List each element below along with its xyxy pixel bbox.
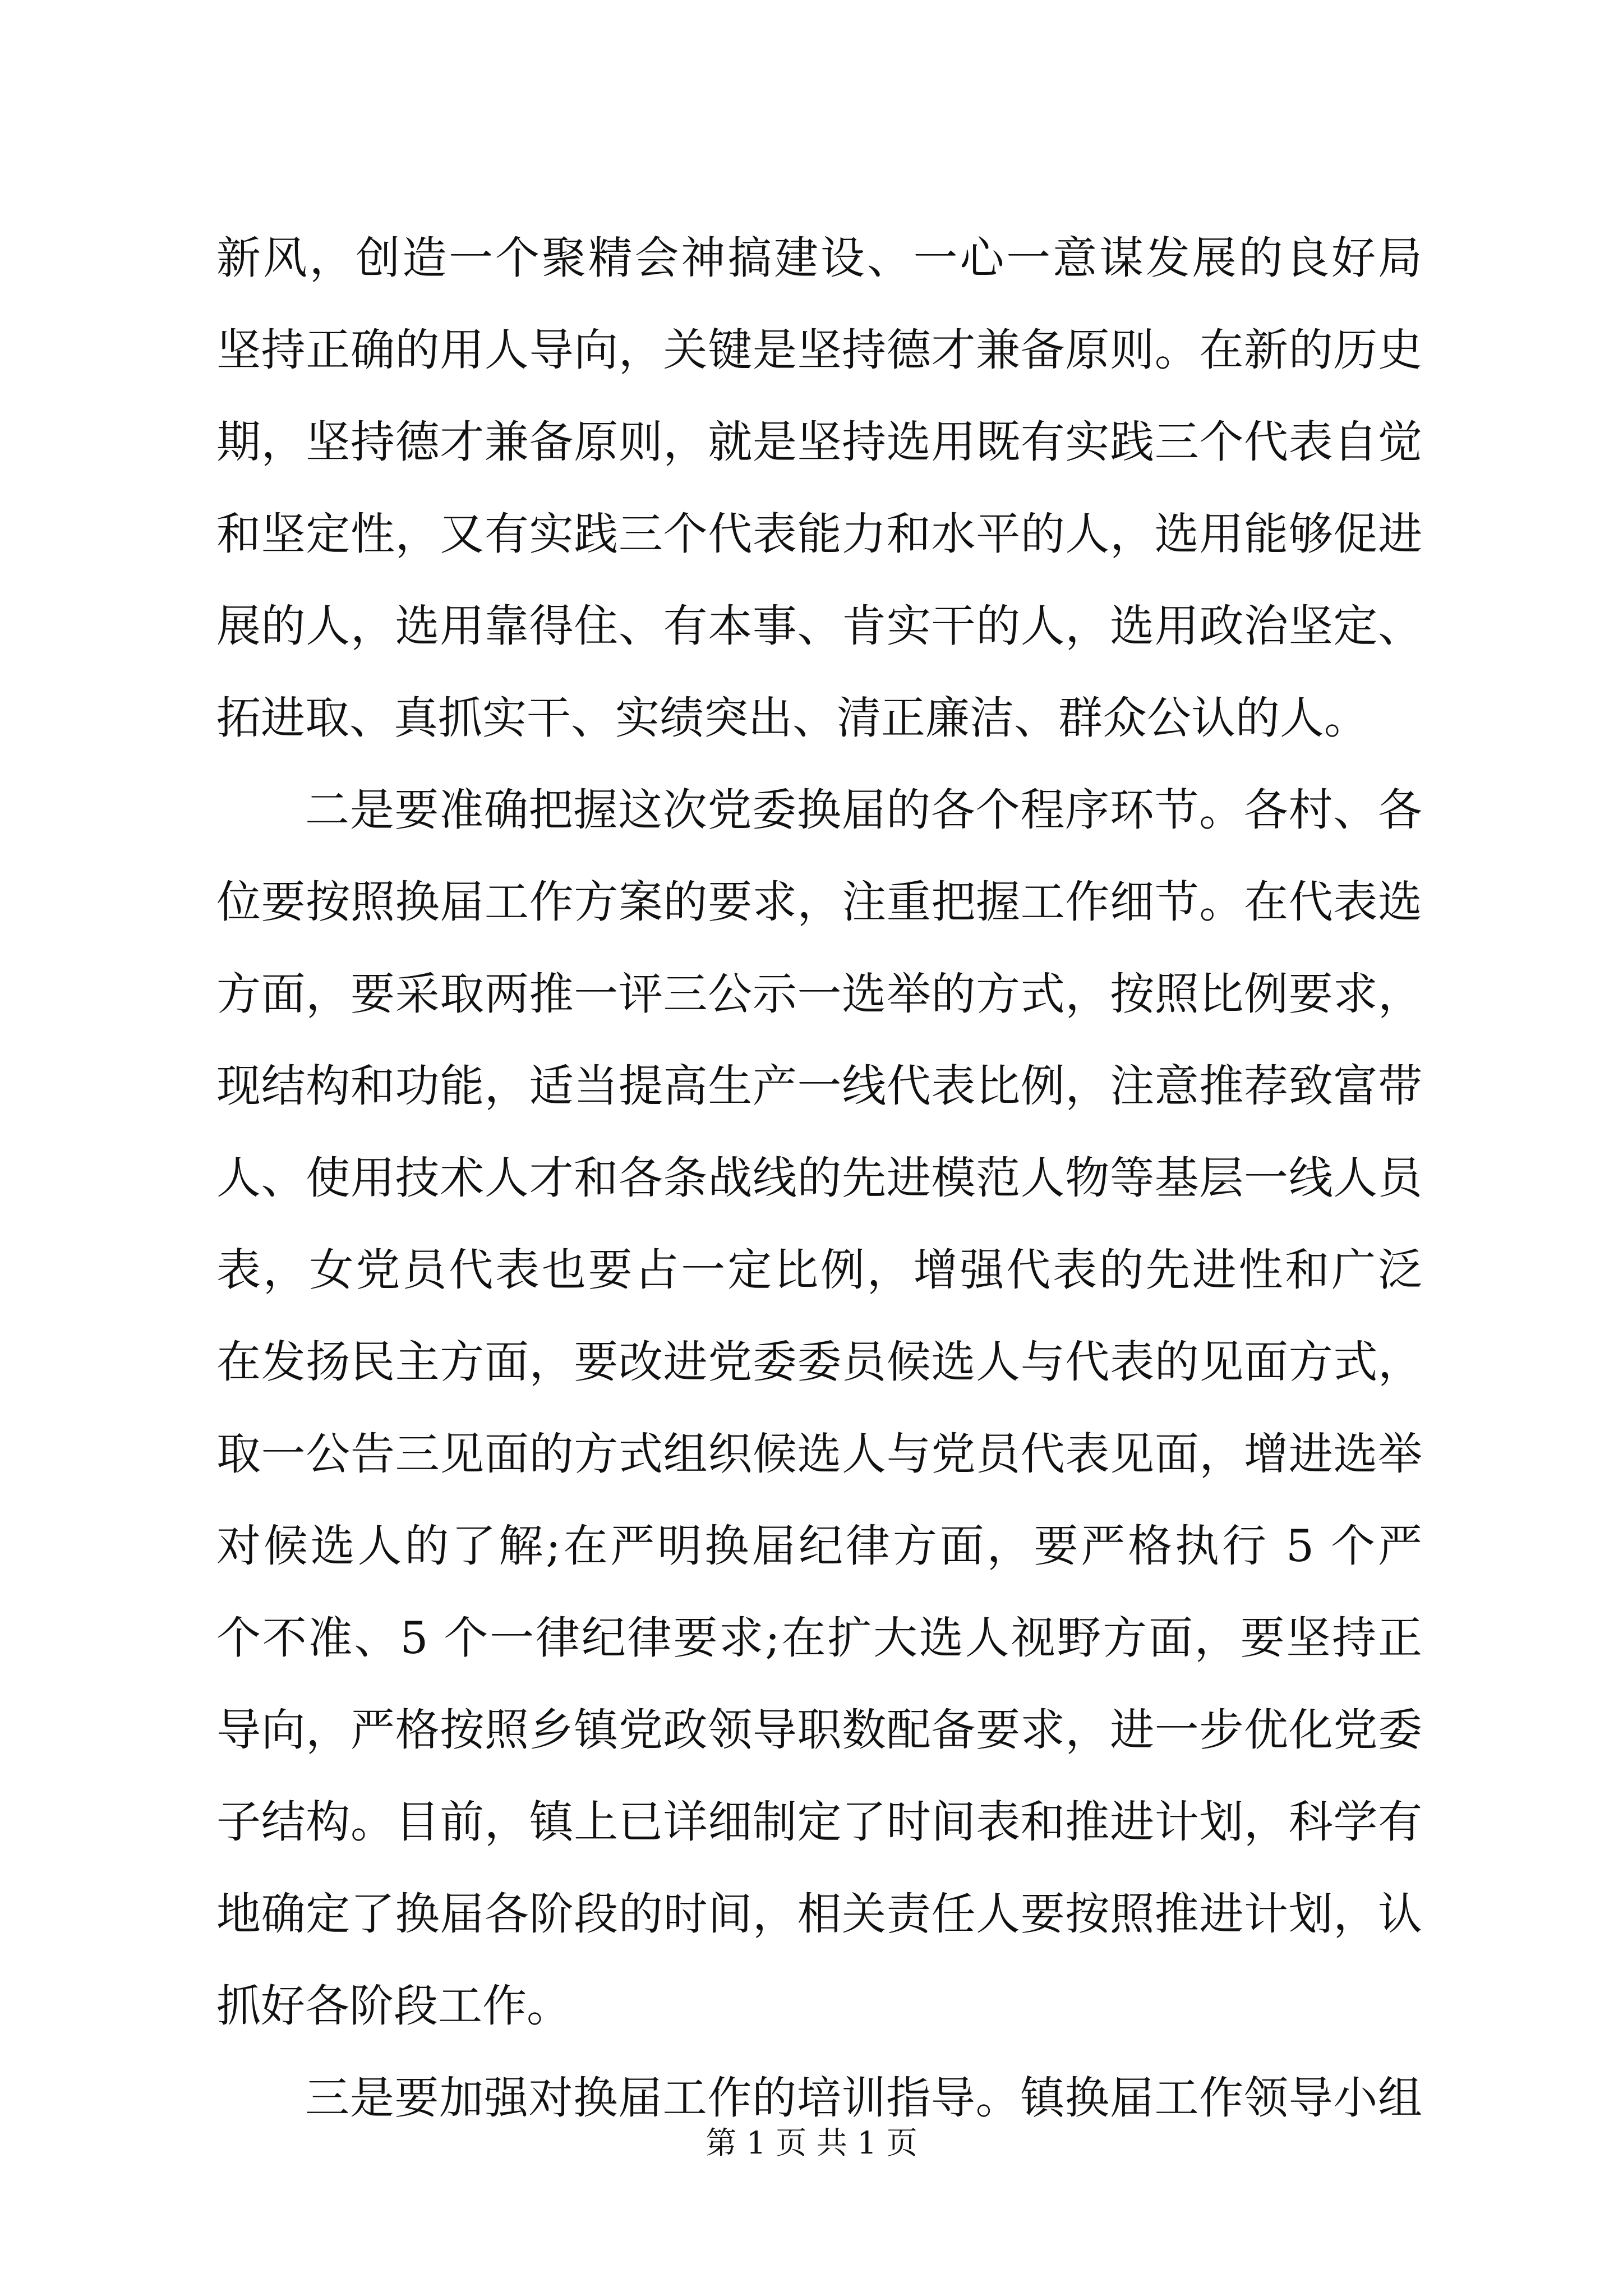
- text-line: 二是要准确把握这次党委换届的各个程序环节。各村、各: [305, 784, 1422, 836]
- text-line: 表，女党员代表也要占一定比例，增强代表的先进性和广泛: [216, 1244, 1422, 1296]
- text-line: 坚持正确的用人导向，关键是坚持德才兼备原则。在新的历史: [216, 324, 1422, 376]
- text-line: 期，坚持德才兼备原则，就是坚持选用既有实践三个代表自觉: [216, 416, 1422, 468]
- text-line: 个不准、5 个一律纪律要求;在扩大选人视野方面，要坚持正: [216, 1612, 1422, 1664]
- text-line: 抓好各阶段工作。: [216, 1980, 571, 2032]
- text-line: 三是要加强对换届工作的培训指导。镇换届工作领导小组: [305, 2072, 1422, 2124]
- text-line: 导向，严格按照乡镇党政领导职数配备要求，进一步优化党委: [216, 1704, 1422, 1756]
- text-line: 新风，创造一个聚精会神搞建设、一心一意谋发展的良好局: [216, 232, 1422, 284]
- text-line: 子结构。目前，镇上已详细制定了时间表和推进计划，科学有: [216, 1796, 1422, 1848]
- text-line: 和坚定性，又有实践三个代表能力和水平的人，选用能够促进: [216, 508, 1422, 560]
- body-text: [216, 212, 1422, 2144]
- text-line: 方面，要采取两推一评三公示一选举的方式，按照比例要求，: [216, 968, 1422, 1020]
- text-line: 位要按照换届工作方案的要求，注重把握工作细节。在代表选: [216, 876, 1422, 928]
- text-line: 对候选人的了解;在严明换届纪律方面，要严格执行 5 个严: [216, 1520, 1422, 1572]
- text-line: 人、使用技术人才和各条战线的先进模范人物等基层一线人员: [216, 1152, 1422, 1204]
- text-line: 展的人，选用靠得住、有本事、肯实干的人，选用政治坚定、: [216, 600, 1422, 652]
- text-line: 地确定了换届各阶段的时间，相关责任人要按照推进计划，认: [216, 1888, 1422, 1940]
- text-line: 取一公告三见面的方式组织候选人与党员代表见面，增进选举: [216, 1428, 1422, 1480]
- text-line: 拓进取、真抓实干、实绩突出、清正廉洁、群众公认的人。: [216, 692, 1368, 744]
- text-line: 在发扬民主方面，要改进党委委员候选人与代表的见面方式，: [216, 1336, 1422, 1388]
- page-footer: 第 1 页 共 1 页: [706, 2125, 917, 2161]
- text-line: 现结构和功能，适当提高生产一线代表比例，注意推荐致富带: [216, 1060, 1422, 1112]
